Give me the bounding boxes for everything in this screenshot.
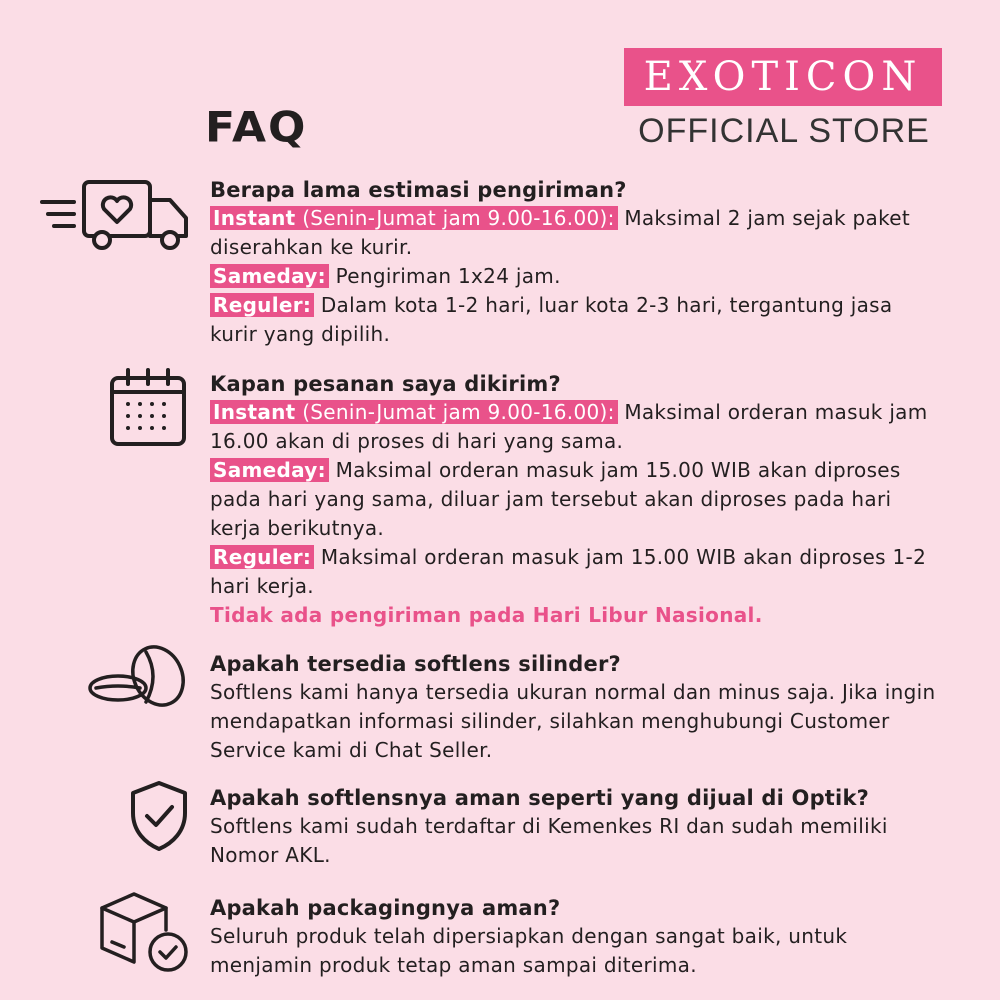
instant-tag: Instant (Senin-Jumat jam 9.00-16.00):	[210, 206, 618, 230]
faq-lens-safety	[210, 784, 940, 870]
contact-lens-icon	[88, 642, 188, 714]
faq-cylinder-lens	[210, 650, 940, 765]
faq-answer-sameday: Sameday: Maksimal orderan masuk jam 15.00 WIB akan diproses pada hari yang sama, diluar jam tersebut akan diproses pada hari kerja berikutnya.	[210, 458, 901, 540]
faq-answer-instant: Instant (Senin-Jumat jam 9.00-16.00): Maksimal orderan masuk jam 16.00 akan di proses di hari yang sama.	[210, 400, 928, 453]
faq-packaging	[210, 894, 940, 980]
brand-name: EXOTICON	[643, 54, 923, 100]
holiday-note: Tidak ada pengiriman pada Hari Libur Nasional.	[210, 603, 763, 627]
reguler-tag: Reguler:	[210, 293, 314, 317]
faq-answer: Softlens kami hanya tersedia ukuran normal dan minus saja. Jika ingin mendapatkan informasi silinder, silahkan menghubungi Customer Service kami di Chat Seller.	[210, 680, 936, 762]
faq-question: Berapa lama estimasi pengiriman?	[210, 178, 627, 202]
faq-answer-reguler: Reguler: Dalam kota 1-2 hari, luar kota 2-3 hari, tergantung jasa kurir yang dipilih.	[210, 293, 893, 346]
faq-answer-instant: Instant (Senin-Jumat jam 9.00-16.00): Maksimal 2 jam sejak paket diserahkan ke kurir.	[210, 206, 911, 259]
instant-tag: Instant (Senin-Jumat jam 9.00-16.00):	[210, 400, 618, 424]
faq-answer-sameday: Sameday: Pengiriman 1x24 jam.	[210, 262, 940, 291]
faq-order-dispatch	[210, 370, 940, 630]
delivery-truck-icon	[40, 180, 190, 252]
reguler-tag: Reguler:	[210, 545, 314, 569]
faq-question: Apakah packagingnya aman?	[210, 896, 561, 920]
faq-question: Apakah tersedia softlens silinder?	[210, 652, 621, 676]
faq-title: FAQ	[205, 103, 308, 152]
brand-subtitle: OFFICIAL STORE	[638, 112, 930, 150]
brand-logo	[624, 48, 942, 106]
faq-question: Kapan pesanan saya dikirim?	[210, 372, 561, 396]
shield-check-icon	[128, 780, 190, 852]
faq-answer-reguler: Reguler: Maksimal orderan masuk jam 15.00 WIB akan diproses 1-2 hari kerja.	[210, 545, 927, 598]
faq-answer: Softlens kami sudah terdaftar di Kemenkes RI dan sudah memiliki Nomor AKL.	[210, 814, 888, 867]
faq-shipping-estimate	[210, 176, 940, 349]
calendar-icon	[108, 368, 188, 448]
package-check-icon	[98, 890, 190, 976]
sameday-tag: Sameday:	[210, 458, 329, 482]
faq-answer: Seluruh produk telah dipersiapkan dengan sangat baik, untuk menjamin produk tetap aman sampai diterima.	[210, 924, 848, 977]
faq-question: Apakah softlensnya aman seperti yang dijual di Optik?	[210, 786, 869, 810]
sameday-tag: Sameday:	[210, 264, 329, 288]
